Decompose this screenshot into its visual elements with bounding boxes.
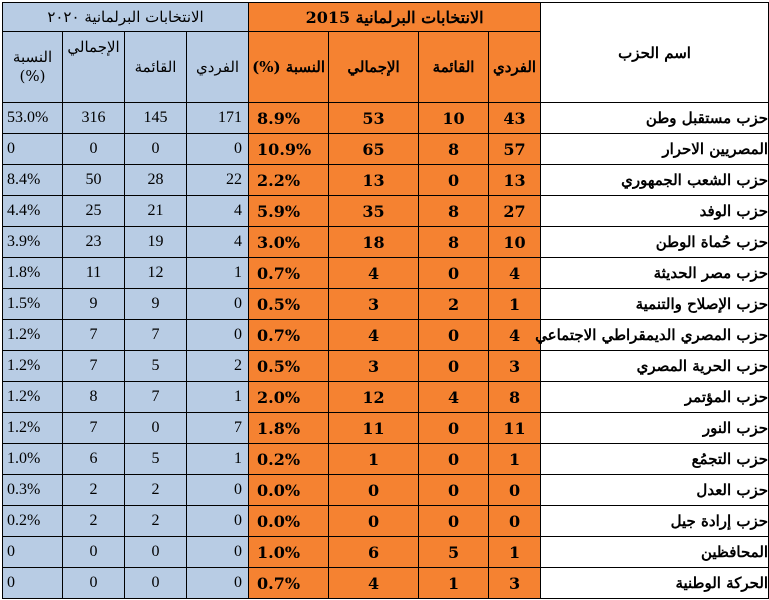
cell-2020-list: 0 xyxy=(125,568,187,599)
cell-2020-individual: 1 xyxy=(187,444,249,475)
cell-2020-total: 23 xyxy=(63,227,125,258)
party-name: حزب إرادة جيل xyxy=(541,506,769,537)
cell-2015-individual: 13 xyxy=(489,165,541,196)
cell-2015-individual: 4 xyxy=(489,320,541,351)
cell-2015-total: 65 xyxy=(329,134,419,165)
table-row xyxy=(3,227,769,258)
cell-2015-list: 0 xyxy=(419,475,489,506)
cell-2015-total: 1 xyxy=(329,444,419,475)
cell-2015-list: 10 xyxy=(419,103,489,134)
cell-2015-percent: 8.9% xyxy=(249,103,329,134)
cell-2020-percent: 1.2% xyxy=(3,351,63,382)
cell-2020-individual: 0 xyxy=(187,320,249,351)
cell-2015-total: 0 xyxy=(329,475,419,506)
party-name: حزب العدل xyxy=(541,475,769,506)
group-header-2020: الانتخابات البرلمانية ٢٠٢٠ xyxy=(3,3,249,32)
table-row xyxy=(3,258,769,289)
cell-2015-total: 13 xyxy=(329,165,419,196)
cell-2020-list: 5 xyxy=(125,444,187,475)
cell-2020-individual: 0 xyxy=(187,506,249,537)
party-name: حزب الحرية المصري xyxy=(541,351,769,382)
cell-2015-individual: 3 xyxy=(489,351,541,382)
cell-2020-total: 2 xyxy=(63,506,125,537)
table-row xyxy=(3,165,769,196)
party-column-header: اسم الحزب xyxy=(541,3,769,103)
cell-2015-percent: 2.0% xyxy=(249,382,329,413)
cell-2020-total: 25 xyxy=(63,196,125,227)
cell-2020-individual: 0 xyxy=(187,475,249,506)
cell-2015-total: 11 xyxy=(329,413,419,444)
cell-2020-percent: 0 xyxy=(3,537,63,568)
party-name: حزب مستقبل وطن xyxy=(541,103,769,134)
cell-2020-list: 5 xyxy=(125,351,187,382)
cell-2020-list: 9 xyxy=(125,289,187,320)
cell-2015-individual: 10 xyxy=(489,227,541,258)
cell-2020-individual: 0 xyxy=(187,537,249,568)
party-name: المحافظين xyxy=(541,537,769,568)
col-header-2020-percent-symbol: (%) xyxy=(19,67,46,85)
cell-2020-individual: 4 xyxy=(187,227,249,258)
table-row xyxy=(3,506,769,537)
cell-2015-individual: 57 xyxy=(489,134,541,165)
cell-2015-list: 8 xyxy=(419,227,489,258)
cell-2020-list: 7 xyxy=(125,382,187,413)
table-row xyxy=(3,413,769,444)
cell-2015-percent: 0.0% xyxy=(249,506,329,537)
cell-2015-list: 0 xyxy=(419,165,489,196)
cell-2015-percent: 0.7% xyxy=(249,568,329,599)
party-name: حزب الوفد xyxy=(541,196,769,227)
cell-2020-list: 2 xyxy=(125,475,187,506)
cell-2020-total: 0 xyxy=(63,537,125,568)
cell-2015-total: 12 xyxy=(329,382,419,413)
col-header-2020-individual: الفردي xyxy=(187,32,249,103)
cell-2020-total: 2 xyxy=(63,475,125,506)
cell-2020-individual: 4 xyxy=(187,196,249,227)
cell-2020-total: 6 xyxy=(63,444,125,475)
cell-2015-individual: 27 xyxy=(489,196,541,227)
cell-2015-individual: 11 xyxy=(489,413,541,444)
cell-2015-total: 4 xyxy=(329,568,419,599)
cell-2020-percent: 53.0% xyxy=(3,103,63,134)
cell-2020-list: 21 xyxy=(125,196,187,227)
cell-2020-list: 0 xyxy=(125,537,187,568)
cell-2020-individual: 171 xyxy=(187,103,249,134)
cell-2015-total: 4 xyxy=(329,320,419,351)
table-row xyxy=(3,134,769,165)
table-row xyxy=(3,289,769,320)
party-name: حزب الشعب الجمهوري xyxy=(541,165,769,196)
party-name: الحركة الوطنية xyxy=(541,568,769,599)
cell-2015-percent: 0.7% xyxy=(249,320,329,351)
cell-2015-list: 0 xyxy=(419,320,489,351)
cell-2015-individual: 8 xyxy=(489,382,541,413)
cell-2015-list: 8 xyxy=(419,134,489,165)
col-header-2020-percent-word: النسبة xyxy=(12,48,53,67)
cell-2015-percent: 1.0% xyxy=(249,537,329,568)
cell-2015-total: 4 xyxy=(329,258,419,289)
cell-2015-total: 3 xyxy=(329,289,419,320)
cell-2015-individual: 0 xyxy=(489,475,541,506)
cell-2015-individual: 3 xyxy=(489,568,541,599)
party-name: حزب المؤتمر xyxy=(541,382,769,413)
cell-2015-list: 0 xyxy=(419,506,489,537)
cell-2020-individual: 22 xyxy=(187,165,249,196)
party-name: المصريين الاحرار xyxy=(541,134,769,165)
cell-2015-individual: 1 xyxy=(489,444,541,475)
cell-2015-percent: 5.9% xyxy=(249,196,329,227)
cell-2015-list: 0 xyxy=(419,413,489,444)
table-row xyxy=(3,537,769,568)
cell-2020-total: 11 xyxy=(63,258,125,289)
cell-2015-percent: 0.5% xyxy=(249,351,329,382)
cell-2015-individual: 43 xyxy=(489,103,541,134)
cell-2015-individual: 1 xyxy=(489,537,541,568)
cell-2015-list: 5 xyxy=(419,537,489,568)
cell-2015-list: 4 xyxy=(419,382,489,413)
cell-2020-total: 0 xyxy=(63,134,125,165)
col-header-2020-percent xyxy=(3,32,63,103)
cell-2020-percent: 3.9% xyxy=(3,227,63,258)
col-header-2015-individual: الفردي xyxy=(489,32,541,103)
table-row xyxy=(3,103,769,134)
cell-2020-percent: 1.5% xyxy=(3,289,63,320)
cell-2015-list: 0 xyxy=(419,258,489,289)
party-name: حزب النور xyxy=(541,413,769,444)
table-row xyxy=(3,475,769,506)
cell-2020-list: 0 xyxy=(125,413,187,444)
cell-2020-list: 0 xyxy=(125,134,187,165)
cell-2015-list: 1 xyxy=(419,568,489,599)
cell-2020-percent: 0.3% xyxy=(3,475,63,506)
cell-2020-total: 7 xyxy=(63,351,125,382)
table-row xyxy=(3,382,769,413)
cell-2020-percent: 1.2% xyxy=(3,320,63,351)
cell-2015-percent: 3.0% xyxy=(249,227,329,258)
group-header-row xyxy=(3,3,769,32)
cell-2015-percent: 0.7% xyxy=(249,258,329,289)
cell-2015-percent: 10.9% xyxy=(249,134,329,165)
cell-2015-percent: 0.0% xyxy=(249,475,329,506)
cell-2015-percent: 0.2% xyxy=(249,444,329,475)
cell-2020-total: 7 xyxy=(63,320,125,351)
party-name: حزب المصري الديمقراطي الاجتماعي xyxy=(541,320,769,351)
cell-2020-total: 50 xyxy=(63,165,125,196)
cell-2015-total: 18 xyxy=(329,227,419,258)
cell-2020-percent: 0 xyxy=(3,134,63,165)
cell-2020-percent: 8.4% xyxy=(3,165,63,196)
col-header-2015-total: الإجمالي xyxy=(329,32,419,103)
cell-2020-list: 145 xyxy=(125,103,187,134)
cell-2015-list: 0 xyxy=(419,351,489,382)
cell-2015-percent: 1.8% xyxy=(249,413,329,444)
cell-2020-individual: 0 xyxy=(187,568,249,599)
col-header-2015-list: القائمة xyxy=(419,32,489,103)
table-row xyxy=(3,351,769,382)
cell-2020-individual: 1 xyxy=(187,258,249,289)
election-results-table xyxy=(2,2,769,599)
table-row xyxy=(3,196,769,227)
table-body xyxy=(3,103,769,599)
cell-2020-list: 28 xyxy=(125,165,187,196)
cell-2020-individual: 1 xyxy=(187,382,249,413)
cell-2020-list: 19 xyxy=(125,227,187,258)
table-row xyxy=(3,444,769,475)
cell-2020-individual: 0 xyxy=(187,289,249,320)
cell-2020-total: 0 xyxy=(63,568,125,599)
cell-2020-total: 316 xyxy=(63,103,125,134)
party-name: حزب التجمُع xyxy=(541,444,769,475)
cell-2015-individual: 4 xyxy=(489,258,541,289)
cell-2020-list: 2 xyxy=(125,506,187,537)
cell-2020-list: 7 xyxy=(125,320,187,351)
table-row xyxy=(3,320,769,351)
cell-2020-individual: 2 xyxy=(187,351,249,382)
col-header-2020-list: القائمة xyxy=(125,32,187,103)
cell-2020-percent: 1.8% xyxy=(3,258,63,289)
party-name: حزب الإصلاح والتنمية xyxy=(541,289,769,320)
cell-2020-percent: 0 xyxy=(3,568,63,599)
cell-2020-total: 7 xyxy=(63,413,125,444)
col-header-2015-percent: النسبة (%) xyxy=(249,32,329,103)
table-row xyxy=(3,568,769,599)
cell-2020-list: 12 xyxy=(125,258,187,289)
cell-2020-individual: 0 xyxy=(187,134,249,165)
cell-2015-total: 35 xyxy=(329,196,419,227)
cell-2015-percent: 0.5% xyxy=(249,289,329,320)
cell-2020-percent: 0.2% xyxy=(3,506,63,537)
cell-2015-list: 0 xyxy=(419,444,489,475)
cell-2015-total: 0 xyxy=(329,506,419,537)
group-header-2015: الانتخابات البرلمانية 2015 xyxy=(249,3,541,32)
cell-2015-percent: 2.2% xyxy=(249,165,329,196)
cell-2015-list: 2 xyxy=(419,289,489,320)
cell-2020-total: 8 xyxy=(63,382,125,413)
party-name: حزب حُماة الوطن xyxy=(541,227,769,258)
cell-2015-total: 53 xyxy=(329,103,419,134)
party-name: حزب مصر الحديثة xyxy=(541,258,769,289)
cell-2020-percent: 1.0% xyxy=(3,444,63,475)
cell-2020-individual: 7 xyxy=(187,413,249,444)
cell-2015-individual: 0 xyxy=(489,506,541,537)
cell-2020-percent: 1.2% xyxy=(3,413,63,444)
cell-2015-individual: 1 xyxy=(489,289,541,320)
cell-2015-total: 3 xyxy=(329,351,419,382)
cell-2020-percent: 4.4% xyxy=(3,196,63,227)
cell-2020-percent: 1.2% xyxy=(3,382,63,413)
cell-2015-list: 8 xyxy=(419,196,489,227)
cell-2020-total: 9 xyxy=(63,289,125,320)
col-header-2020-total: الإجمالي xyxy=(63,32,125,103)
cell-2015-total: 6 xyxy=(329,537,419,568)
